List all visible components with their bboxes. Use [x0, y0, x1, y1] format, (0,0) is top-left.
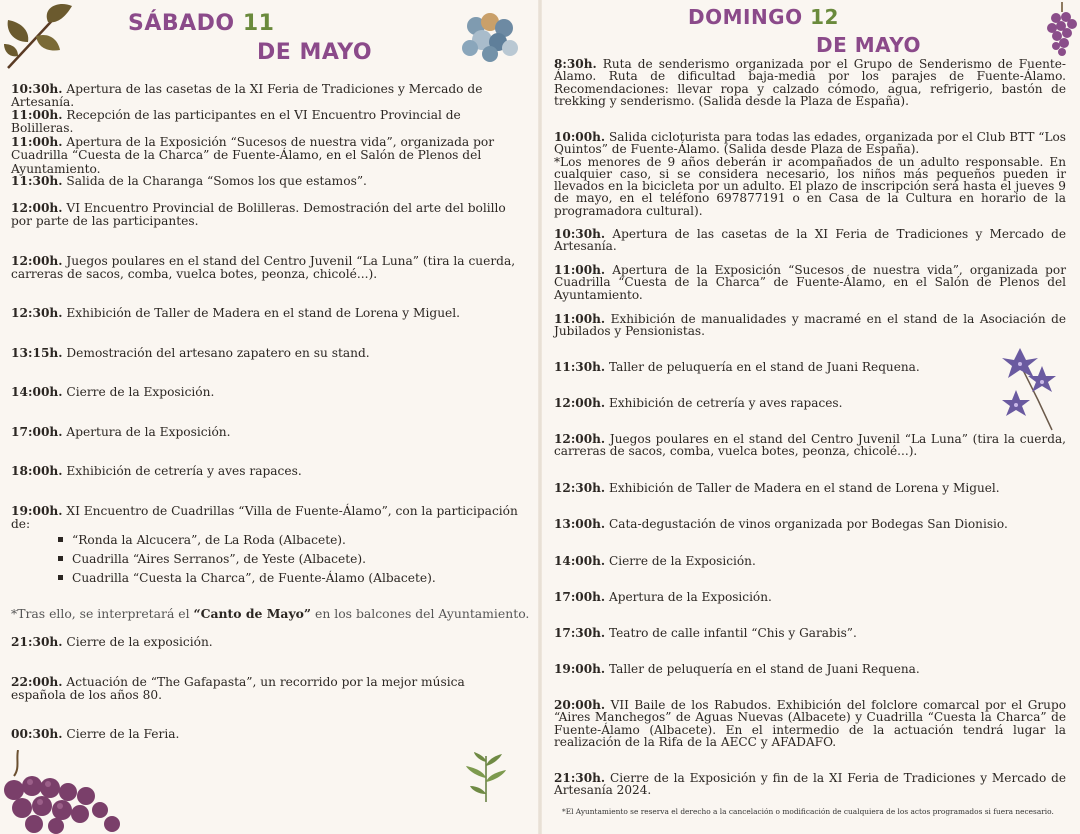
event-time: 14:00h. — [11, 385, 63, 399]
sunday-event-5 — [554, 313, 1066, 338]
sunday-event-4 — [554, 264, 1066, 301]
green-sprig-icon — [462, 752, 510, 804]
saturday-event-12 — [11, 505, 523, 532]
saturday-event-8 — [11, 347, 523, 360]
event-text: Cierre de la exposición. — [62, 635, 213, 649]
event-time: 19:00h. — [11, 504, 63, 518]
sunday-event-11 — [554, 555, 1066, 567]
sunday-event-16 — [554, 772, 1066, 797]
event-text: Apertura de las casetas de la XI Feria de Tradiciones y Mercado de Artesanía. — [11, 82, 483, 110]
event-time: 10:00h. — [554, 130, 606, 144]
note-highlight: “Canto de Mayo” — [193, 606, 312, 621]
event-time: 18:00h. — [11, 464, 63, 478]
saturday-event-10 — [11, 426, 523, 439]
sunday-event-6 — [554, 361, 1066, 373]
event-time: 12:00h. — [554, 432, 606, 446]
saturday-event-6 — [11, 255, 523, 282]
event-time: 11:30h. — [554, 360, 606, 374]
sunday-event-12 — [554, 591, 1066, 603]
grape-bunch-icon — [1046, 2, 1078, 58]
event-text: Ruta de senderismo organizada por el Grupo de Senderismo de Fuente-Álamo. Ruta de dificultad baja-media por los parajes de Fuente-Álamo. Recomendaciones: llevar ropa y calzado cómodo, agua, refrigerio, bastón de trekking y senderismo. (Salida desde la Plaza de España). — [554, 57, 1066, 108]
list-item: Cuadrilla “Cuesta la Charca”, de Fuente-Álamo (Albacete). — [58, 569, 436, 588]
event-time: 17:30h. — [554, 626, 606, 640]
sunday-event-1 — [554, 58, 1066, 107]
event-time: 20:00h. — [554, 698, 606, 712]
event-time: 21:30h. — [554, 771, 606, 785]
event-time: 17:00h. — [11, 425, 63, 439]
saturday-event-5 — [11, 202, 523, 229]
event-time: 19:00h. — [554, 662, 606, 676]
event-time: 12:00h. — [554, 396, 606, 410]
sunday-event-13 — [554, 627, 1066, 639]
event-time: 13:00h. — [554, 517, 606, 531]
leaf-sprig-icon — [2, 2, 74, 74]
event-time: 21:30h. — [11, 635, 63, 649]
sunday-event-10 — [554, 518, 1066, 530]
saturday-event-11 — [11, 465, 523, 478]
disclaimer: *El Ayuntamiento se reserva el derecho a la cancelación o modificación de cualquiera de los actos programados si fuera necesario. — [562, 807, 1054, 816]
sunday-month: DE MAYO — [816, 33, 921, 57]
event-time: 12:00h. — [11, 254, 63, 268]
note-text: *Tras ello, se interpretará el — [11, 606, 194, 621]
event-text: VI Encuentro Provincial de Bolilleras. Demostración del arte del bolillo por parte de las participantes. — [11, 201, 506, 229]
event-text: Exhibición de manualidades y macramé en el stand de la Asociación de Jubilados y Pensionistas. — [554, 312, 1066, 339]
event-time: 10:30h. — [554, 227, 606, 241]
sunday-day-number: 12 — [810, 5, 839, 29]
saturday-event-3 — [11, 136, 523, 176]
event-time: 00:30h. — [11, 727, 63, 741]
event-text: Apertura de la Exposición “Sucesos de nuestra vida”, organizada por Cuadrilla “Cuesta de la Charca” de Fuente-Álamo, en el Salón de Plenos del Ayuntamiento. — [554, 263, 1066, 302]
event-text: Apertura de las casetas de la XI Feria de Tradiciones y Mercado de Artesanía. — [554, 227, 1066, 254]
saturday-day: SÁBADO — [128, 11, 235, 36]
event-time: 12:30h. — [554, 481, 606, 495]
event-text: Recepción de las participantes en el VI Encuentro Provincial de Bolilleras. — [11, 108, 461, 136]
hydrangea-flower-icon — [456, 10, 522, 66]
saturday-event-13 — [11, 636, 523, 649]
event-text: Teatro de calle infantil “Chis y Garabis”. — [605, 626, 857, 640]
saturday-month: DE MAYO — [257, 40, 373, 65]
sunday-event-15 — [554, 699, 1066, 748]
grapes-icon — [0, 750, 130, 834]
event-text: Juegos poulares en el stand del Centro Juvenil “La Luna” (tira la cuerda, carreras de sacos, comba, vuelca botes, peonza, chicolé...). — [11, 254, 516, 282]
saturday-event-7 — [11, 307, 523, 320]
event-text: Exhibición de cetrería y aves rapaces. — [605, 396, 843, 410]
sunday-event-8 — [554, 433, 1066, 458]
saturday-day-number: 11 — [242, 11, 275, 36]
event-time: 13:15h. — [11, 346, 63, 360]
event-time: 17:00h. — [554, 590, 606, 604]
sunday-panel — [540, 0, 1080, 834]
saturday-event-14 — [11, 676, 523, 703]
event-text: XI Encuentro de Cuadrillas “Villa de Fuente-Álamo”, con la participación de: — [11, 504, 518, 532]
event-text: Exhibición de Taller de Madera en el stand de Lorena y Miguel. — [62, 306, 461, 320]
event-time: 12:00h. — [11, 201, 63, 215]
event-time: 12:30h. — [11, 306, 63, 320]
event-text: Actuación de “The Gafapasta”, un recorrido por la mejor música española de los años 80. — [11, 675, 465, 703]
event-text: Salida de la Charanga “Somos los que estamos”. — [62, 174, 367, 188]
event-time: 11:00h. — [11, 108, 63, 122]
sunday-event-3 — [554, 228, 1066, 253]
saturday-event-1 — [11, 83, 523, 110]
canto-de-mayo-note — [11, 606, 529, 621]
event-text: Taller de peluquería en el stand de Juani Requena. — [605, 360, 920, 374]
event-time: 11:30h. — [11, 174, 63, 188]
event-time: 11:00h. — [11, 135, 63, 149]
sunday-event-2 — [554, 131, 1066, 217]
saturday-event-15 — [11, 728, 523, 741]
event-text: Cata-degustación de vinos organizada por Bodegas San Dionisio. — [605, 517, 1008, 531]
event-time: 22:00h. — [11, 675, 63, 689]
event-text: Cierre de la Exposición y fin de la XI Feria de Tradiciones y Mercado de Artesanía 2024. — [554, 771, 1066, 798]
purple-flower-icon — [998, 344, 1062, 432]
event-text: Exhibición de Taller de Madera en el stand de Lorena y Miguel. — [605, 481, 1000, 495]
event-text: Apertura de la Exposición “Sucesos de nuestra vida”, organizada por Cuadrilla “Cuesta de la Charca” de Fuente-Álamo, en el Salón de Plenos del Ayuntamiento. — [11, 135, 495, 176]
event-text: Cierre de la Exposición. — [605, 554, 756, 568]
saturday-event-4 — [11, 175, 523, 188]
participant-list — [58, 531, 436, 588]
note-text: en los balcones del Ayuntamiento. — [311, 606, 530, 621]
saturday-title — [128, 11, 274, 36]
event-text: Exhibición de cetrería y aves rapaces. — [62, 464, 302, 478]
event-text: Salida cicloturista para todas las edades, organizada por el Club BTT “Los Quintos” de Fuente-Álamo. (Salida desde Plaza de España). — [554, 130, 1066, 157]
event-text: Demostración del artesano zapatero en su stand. — [62, 346, 370, 360]
list-item: “Ronda la Alcucera”, de La Roda (Albacete). — [58, 531, 436, 550]
sunday-event-14 — [554, 663, 1066, 675]
event-text: Apertura de la Exposición. — [605, 590, 772, 604]
event-time: 8:30h. — [554, 57, 597, 71]
event-text: Taller de peluquería en el stand de Juani Requena. — [605, 662, 920, 676]
event-text: Juegos poulares en el stand del Centro Juvenil “La Luna” (tira la cuerda, carreras de sacos, comba, vuelca botes, peonza, chicolé...). — [554, 432, 1066, 459]
event-time: 14:00h. — [554, 554, 606, 568]
list-item: Cuadrilla “Aires Serranos”, de Yeste (Albacete). — [58, 550, 436, 569]
event-text: Apertura de la Exposición. — [62, 425, 231, 439]
event-text: Cierre de la Feria. — [62, 727, 180, 741]
event-time: 11:00h. — [554, 312, 606, 326]
event-text: Cierre de la Exposición. — [62, 385, 215, 399]
age-requirement-note: *Los menores de 9 años deberán ir acompañados de un adulto responsable. En cualquier caso, si se considera necesario, los niños más pequeños pueden ir llevados en la bicicleta por un adulto. El plazo de inscripción será hasta el jueves 9 de mayo, en el teléfono 697877191 o en Casa de la Cultura en horario de la programadora cultural). — [554, 154, 1066, 218]
sunday-day: DOMINGO — [688, 5, 803, 29]
saturday-event-9 — [11, 386, 523, 399]
event-time: 10:30h. — [11, 82, 63, 96]
sunday-event-9 — [554, 482, 1066, 494]
sunday-event-7 — [554, 397, 1066, 409]
event-time: 11:00h. — [554, 263, 606, 277]
sunday-title — [688, 5, 839, 29]
event-text: VII Baile de los Rabudos. Exhibición del folclore comarcal por el Grupo “Aires Manchegos” de Aguas Nuevas (Albacete) y Cuadrilla “Cuesta la Charca” de Fuente-Álamo (Albacete). En el intermedio de la actuación tendrá lugar la realización de la Rifa de la AECC y AFADAFO. — [554, 698, 1066, 749]
saturday-event-2 — [11, 109, 523, 136]
